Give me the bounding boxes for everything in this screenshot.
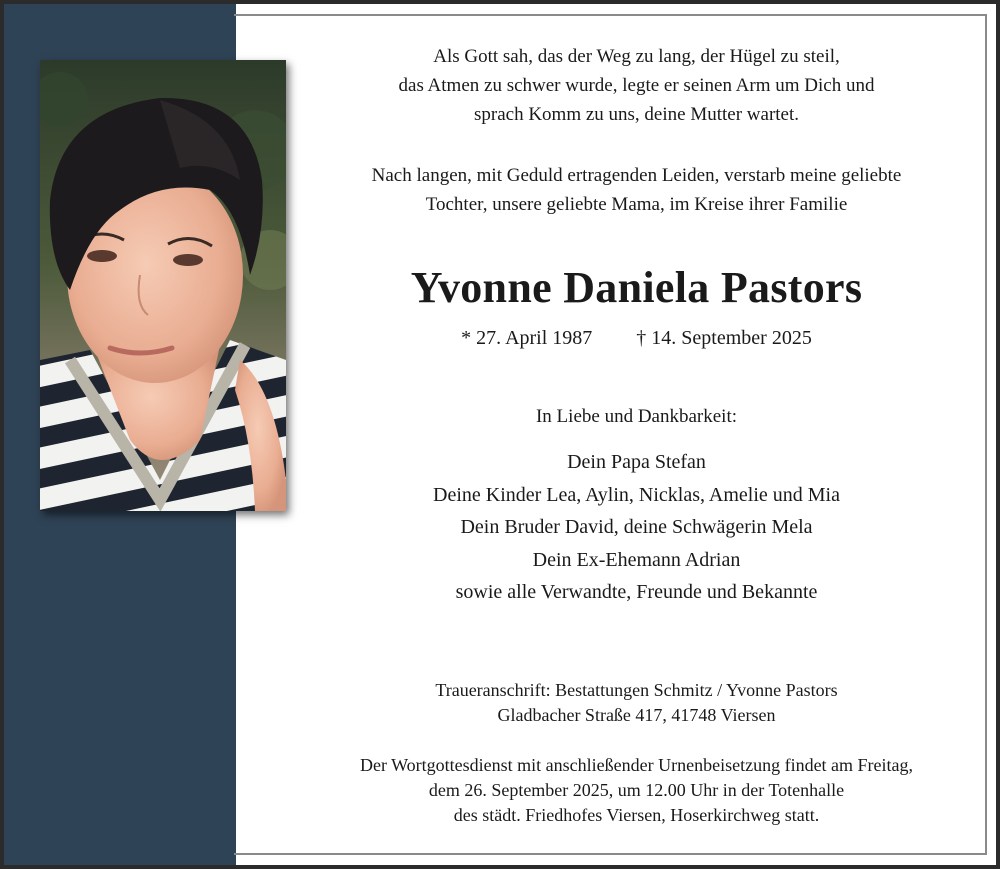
service-line: dem 26. September 2025, um 12.00 Uhr in der Totenhalle xyxy=(428,780,845,800)
thanks-heading: In Liebe und Dankbarkeit: xyxy=(535,406,737,427)
portrait-photo xyxy=(40,60,286,511)
address-line: Gladbacher Straße 417, 41748 Viersen xyxy=(497,705,776,725)
intro-line: Nach langen, mit Geduld ertragenden Leiden, verstarb meine geliebte xyxy=(371,165,902,186)
thanks-heading-block xyxy=(286,402,987,431)
family-line: Dein Bruder David, deine Schwägerin Mela xyxy=(460,516,813,538)
death-date: † 14. September 2025 xyxy=(636,327,812,349)
family-line: Dein Papa Stefan xyxy=(567,451,706,473)
verse-line: Als Gott sah, das der Weg zu lang, der Hügel zu steil, xyxy=(433,46,840,67)
inner-border xyxy=(234,14,987,855)
family-line: Dein Ex-Ehemann Adrian xyxy=(532,548,741,571)
service-info xyxy=(286,753,987,828)
birth-date: * 27. April 1987 xyxy=(461,327,593,349)
family-line: sowie alle Verwandte, Freunde und Bekannte xyxy=(455,581,818,603)
deceased-name: Yvonne Daniela Pastors xyxy=(410,263,863,312)
verse-block xyxy=(286,42,987,129)
service-line: des städt. Friedhofes Viersen, Hoserkirchweg statt. xyxy=(453,805,820,825)
family-line: Deine Kinder Lea, Aylin, Nicklas, Amelie und Mia xyxy=(433,483,840,506)
life-dates xyxy=(286,324,987,352)
intro-line: Tochter, unsere geliebte Mama, im Kreise ihrer Familie xyxy=(425,194,848,215)
mourning-address xyxy=(286,678,987,728)
family-list xyxy=(286,446,987,609)
address-line: Traueranschrift: Bestattungen Schmitz / Yvonne Pastors xyxy=(435,680,838,700)
service-line: Der Wortgottesdienst mit anschließender Urnenbeisetzung findet am Freitag, xyxy=(359,755,914,775)
intro-block xyxy=(286,161,987,219)
verse-line: das Atmen zu schwer wurde, legte er seinen Arm um Dich und xyxy=(398,75,875,96)
verse-line: sprach Komm zu uns, deine Mutter wartet. xyxy=(473,104,800,125)
